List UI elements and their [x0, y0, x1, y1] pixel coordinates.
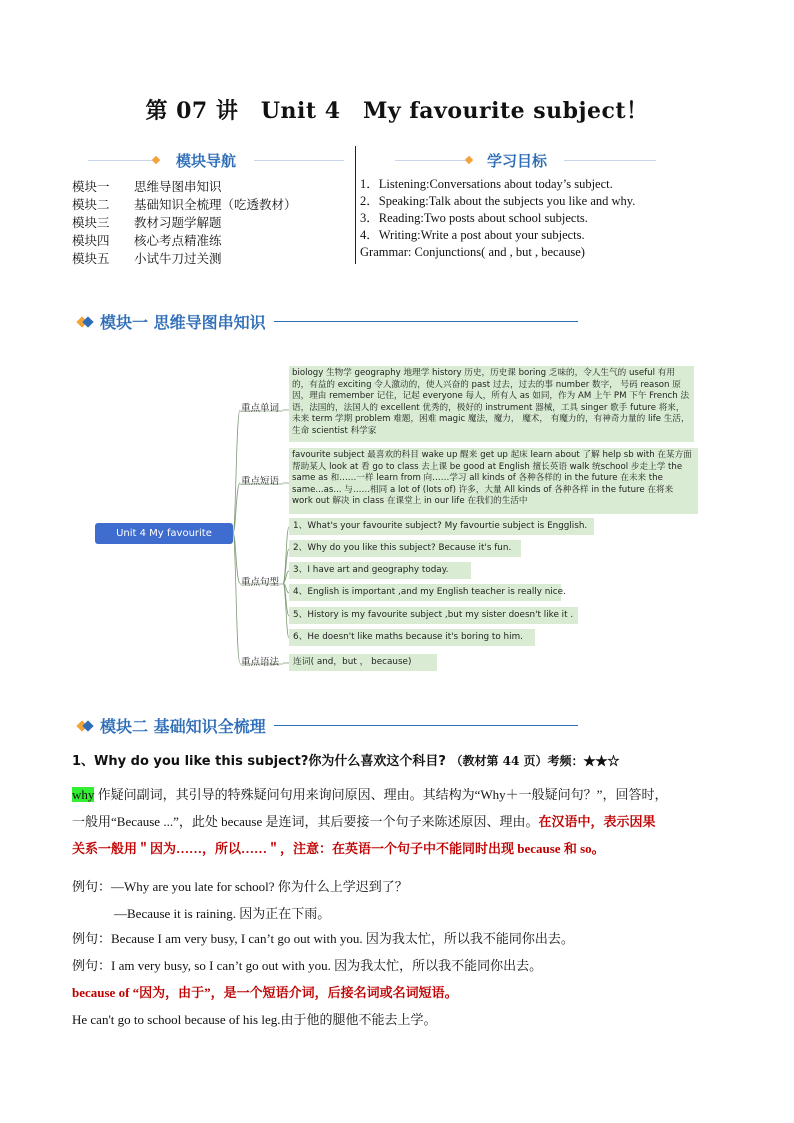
nav-item[interactable]: 模块一 思维导图串知识: [72, 179, 222, 194]
branch-sentences[interactable]: 重点句型: [241, 577, 280, 588]
phrases-box: favourite subject 最喜欢的科目 wake up 醒来 get up 起床 learn about 了解 help sb with 在某方面帮助某人 look at 看 go to class 去上课 be good at English 擅长英语 walk 统school 步走上学 the same as 和……一样 learn from 向……学习 all kinds of 各种各样的 in the future 在未来 the same...as... 与……相同 a lot of (lots of) 许多，大量 All kinds of 各种各样 in the future 在将来 work out 解决 in class 在课堂上 in our life 在我们的生活中: [289, 448, 698, 514]
module1-title: 模块一 思维导图串知识: [100, 313, 266, 332]
section1-source: （教材第 44 页）考频：★★☆: [450, 754, 620, 768]
sentence-item: 4、English is important ,and my English teacher is really nice.: [289, 584, 561, 601]
example-1: 例句：—Why are you late for school? 你为什么上学迟到了？ —Because it is raining. 因为正在下雨。: [72, 879, 408, 921]
page-title: 第 07 讲 Unit 4 My favourite subject！: [145, 98, 649, 124]
module2-rule: [274, 725, 578, 726]
words-box: biology 生物学 geography 地理学 history 历史，历史课 boring 乏味的，令人生气的 useful 有用的，有益的 exciting 令人激动的，使人兴奋的 past 过去，过去的事 number 数字， 号码 reason 原因，理由 remember 记住，记起 everyone 每人，所有人 as 如同，作为 AM 上午 PM 下午 French 法语，法国的，法国人的 excellent 优秀的，极好的 instrument 器械，工具 singer 歌手 future 将来，未来 term 学期 problem 难题，困难 magic 魔法，魔力， 魔术， 有魔力的，有神奇力量的 life 生活，生命 scientist 科学家: [289, 366, 694, 442]
grammar-box: 连词( and，but ， because): [289, 654, 437, 671]
example-2: 例句：Because I am very busy, I can’t go out with you. 因为我太忙，所以我不能同你出去。: [72, 931, 574, 946]
sentence-item: 1、What's your favourite subject? My favourtie subject is Engglish.: [289, 518, 594, 535]
module2-heading: [78, 714, 578, 737]
nav-item[interactable]: 模块三 教材习题学解题: [72, 215, 222, 230]
branch-phrases[interactable]: 重点短语: [241, 476, 280, 487]
section1-paragraph: why 作疑问副词，其引导的特殊疑问句用来询问原因、理由。其结构为“Why＋一般疑问句？”，回答时， 一般用“Because ...”，此处 because 是连词，其后要接一个句子来陈述原因、理由。在汉语中，表示因果 关系一般用＂因为……，所以……＂，注意：在英语一个句子中不能同时出现 because 和 so。: [72, 787, 668, 856]
goal-item: 3．Reading:Two posts about school subjects.: [360, 211, 588, 225]
sentence-item: 6、He doesn't like maths because it's boring to him.: [289, 629, 535, 646]
goal-item: Grammar: Conjunctions( and , but , because): [360, 245, 585, 259]
because-of-note: because of “因为，由于”，是一个短语介词，后接名词或名词短语。: [72, 985, 458, 1000]
goals-heading: 学习目标: [487, 152, 548, 170]
goal-item: 4．Writing:Write a post about your subjects.: [360, 228, 585, 242]
nav-item[interactable]: 模块五 小试牛刀过关测: [72, 251, 222, 266]
module2-title: 模块二 基础知识全梳理: [100, 717, 266, 736]
nav-item[interactable]: 模块二 基础知识全梳理（吃透教材）: [72, 197, 297, 212]
mindmap-root[interactable]: Unit 4 My favourite subject.: [95, 523, 233, 544]
sentence-item: 5、History is my favourite subject ,but my sister doesn't like it .: [289, 607, 578, 624]
example-4: He can't go to school because of his leg.由于他的腿他不能去上学。: [72, 1012, 437, 1027]
example-3: 例句：I am very busy, so I can’t go out with you. 因为我太忙，所以我不能同你出去。: [72, 958, 543, 973]
module-diamond-icon: [78, 719, 92, 733]
nav-item[interactable]: 模块四 核心考点精准练: [72, 233, 222, 248]
section1-title: 1、Why do you like this subject?你为什么喜欢这个科目?: [72, 754, 446, 769]
goal-item: 1．Listening:Conversations about today’s subject.: [360, 177, 613, 191]
highlight-why: why: [72, 787, 95, 802]
branch-grammar[interactable]: 重点语法: [241, 657, 280, 668]
nav-heading: 模块导航: [176, 152, 237, 170]
sentence-item: 2、Why do you like this subject? Because it's fun.: [289, 540, 521, 557]
goal-item: 2．Speaking:Talk about the subjects you like and why.: [360, 194, 636, 208]
section1-heading: [72, 750, 620, 769]
sentence-item: 3、I have art and geography today.: [289, 562, 471, 579]
branch-words[interactable]: 重点单词: [241, 403, 280, 414]
